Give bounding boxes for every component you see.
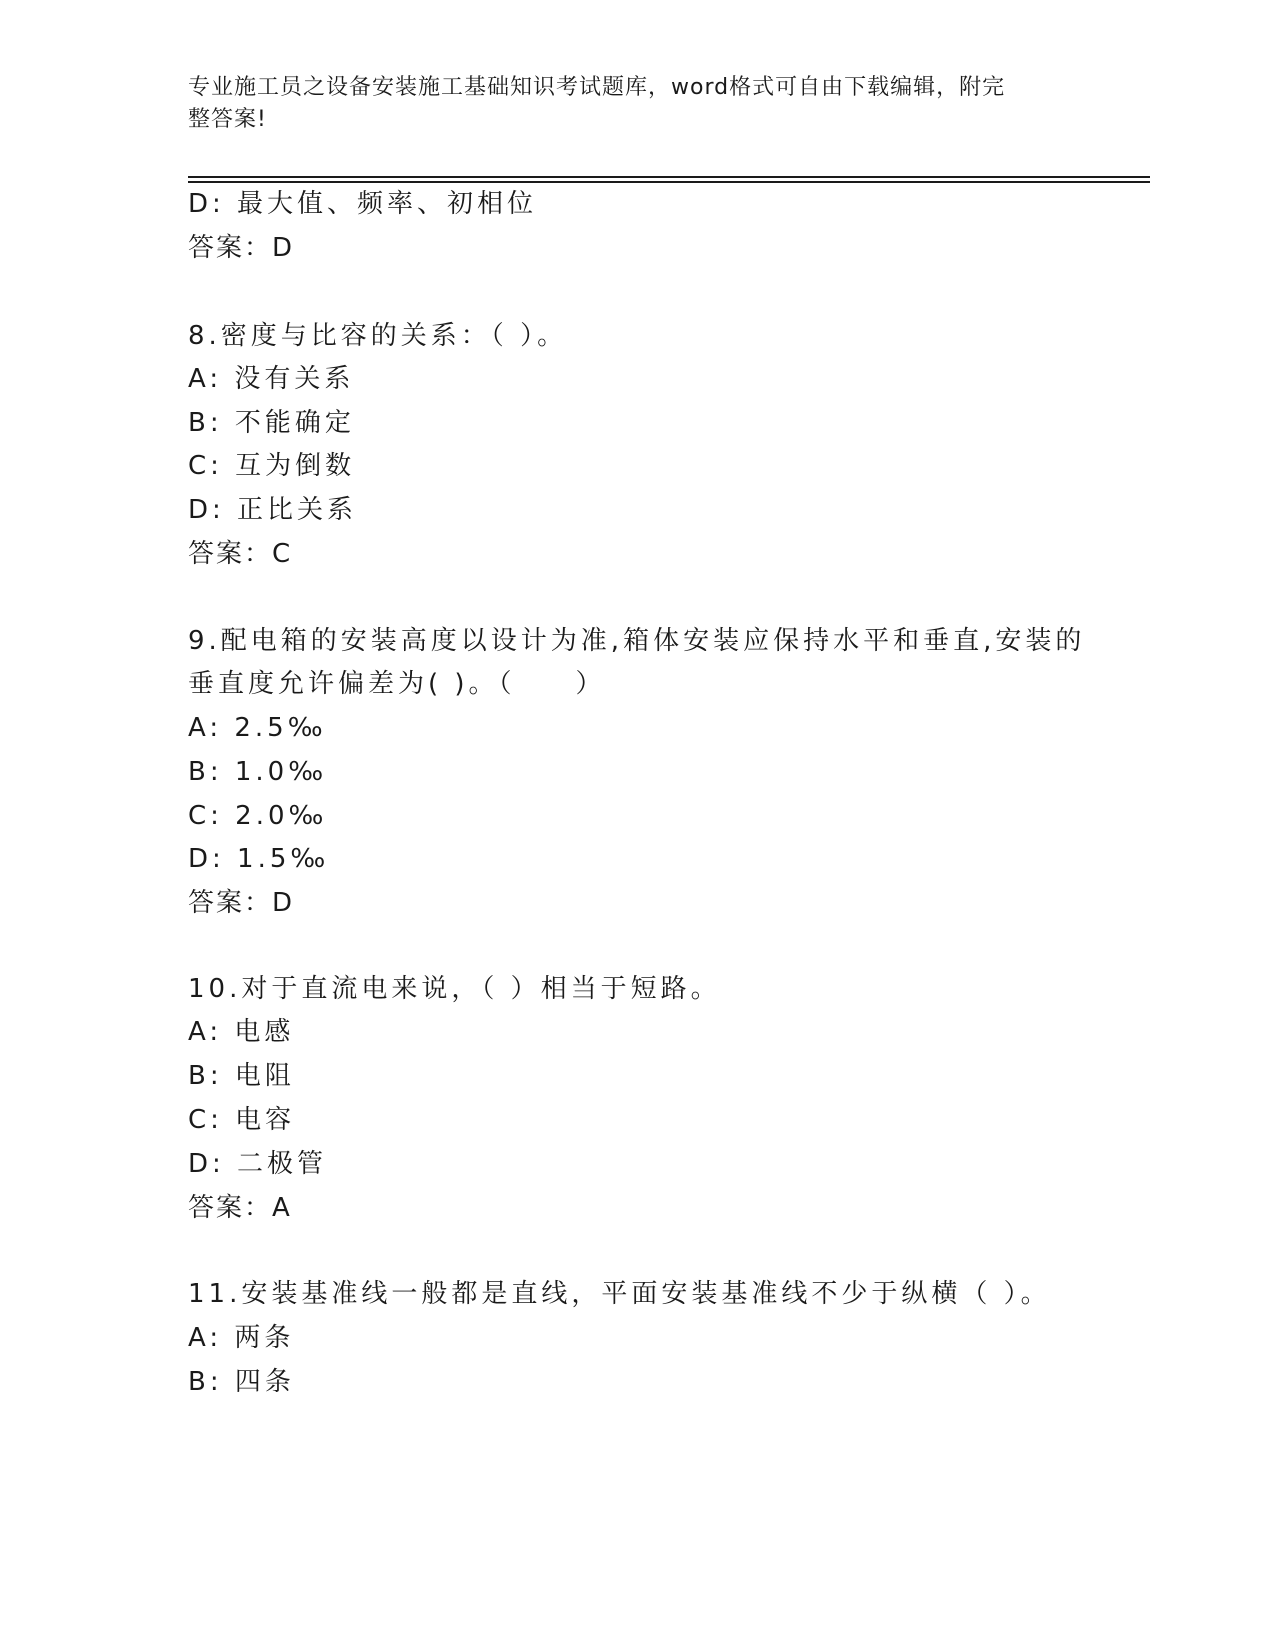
q8-option-b: B: 不能确定 [188, 408, 355, 438]
q8-option-a: A: 没有关系 [188, 364, 355, 394]
document-header [188, 72, 1068, 136]
q10-option-b: B: 电阻 [188, 1061, 295, 1091]
q7-option-d: D: 最大值、频率、初相位 [188, 189, 538, 219]
q11-option-a: A: 两条 [188, 1323, 295, 1353]
header-title-line-2: 整答案! [188, 107, 267, 132]
q10-answer: 答案：A [188, 1193, 292, 1223]
q10-stem: 10.对于直流电来说，（ ）相当于短路。 [188, 974, 721, 1004]
q7-answer: 答案：D [188, 233, 295, 263]
header-title-line-1: 专业施工员之设备安装施工基础知识考试题库，word格式可自由下载编辑，附完 [188, 75, 1006, 100]
header-divider-top [188, 176, 1150, 178]
q8-answer: 答案：C [188, 539, 293, 569]
q10-option-d: D: 二极管 [188, 1149, 328, 1179]
q9-option-b: B: 1.0‰ [188, 757, 328, 787]
q10-option-a: A: 电感 [188, 1017, 295, 1047]
q9-option-a: A: 2.5‰ [188, 713, 327, 743]
q9-stem-line-1: 9.配电箱的安装高度以设计为准,箱体安装应保持水平和垂直,安装的 [188, 626, 1086, 656]
header-divider-bottom [188, 181, 1150, 183]
q9-answer: 答案：D [188, 888, 295, 918]
q8-option-c: C: 互为倒数 [188, 451, 356, 481]
q8-option-d: D: 正比关系 [188, 495, 358, 525]
q10-option-c: C: 电容 [188, 1105, 296, 1135]
q9-option-d: D: 1.5‰ [188, 844, 330, 874]
q11-option-b: B: 四条 [188, 1367, 295, 1397]
q9-option-c: C: 2.0‰ [188, 801, 328, 831]
q9-stem-line-2: 垂直度允许偏差为( )。（ ） [188, 669, 606, 699]
q8-stem: 8.密度与比容的关系：（ ）。 [188, 321, 568, 351]
q11-stem: 11.安装基准线一般都是直线，平面安装基准线不少于纵横（ ）。 [188, 1279, 1051, 1309]
